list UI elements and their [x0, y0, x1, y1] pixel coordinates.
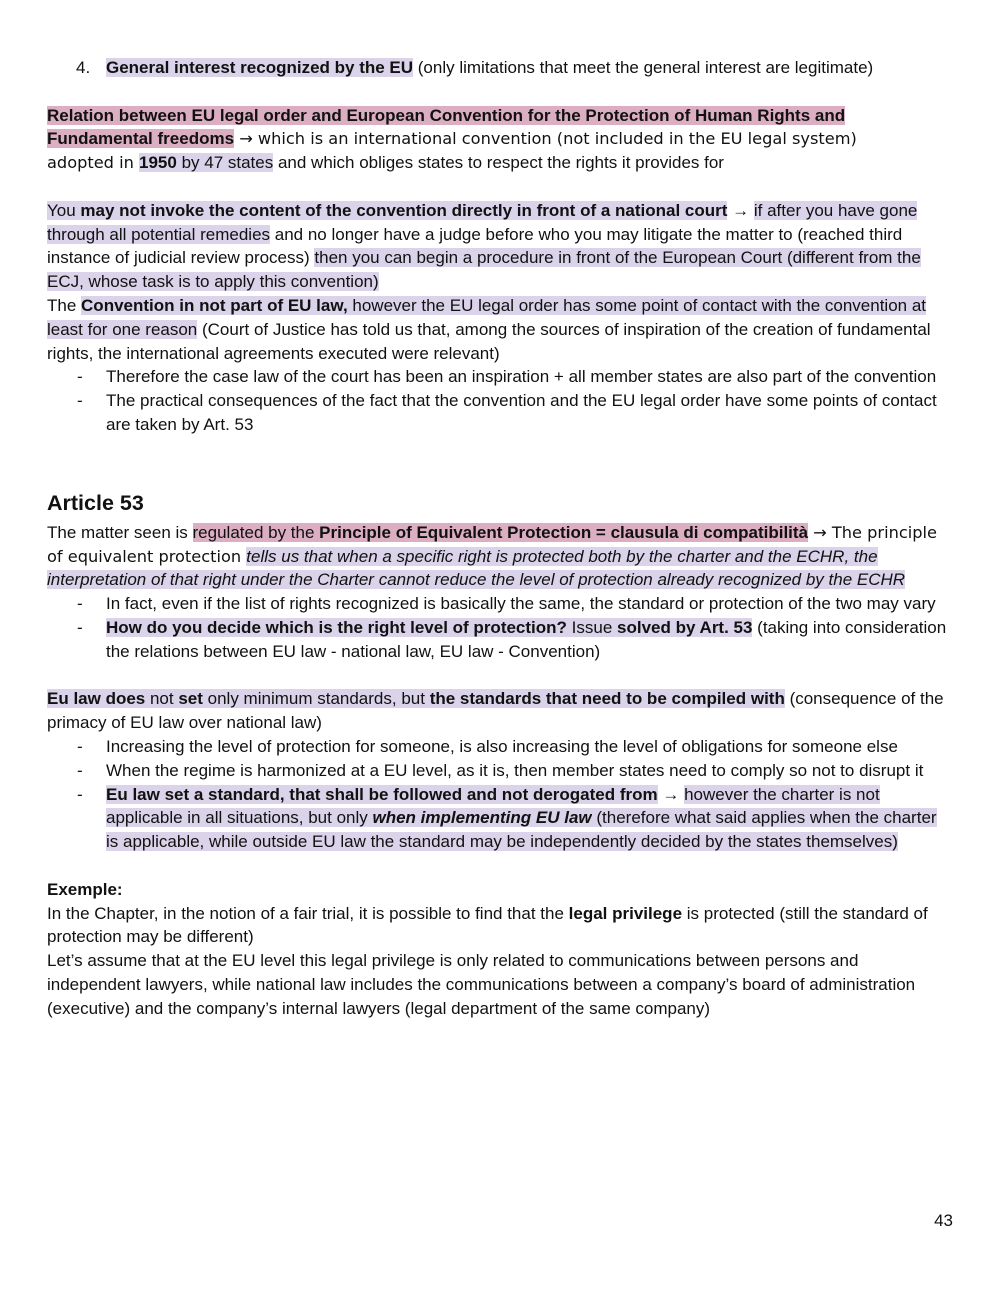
- relation-paragraph: [47, 104, 947, 175]
- text: (Court of Justice has told us that, among the sources of inspiration of the creation of fundamental rights, the international agreements executed were relevant): [47, 319, 931, 363]
- year: 1950: [139, 153, 177, 173]
- highlighted-italic: tells us that when a specific right is protected both by the charter and the ECHR, the interpretation of that right under the Charter cannot reduce the level of protection already recognized by the ECHR: [47, 546, 906, 590]
- highlighted-bold: Eu law set a standard, that shall be followed and not derogated from: [106, 784, 658, 804]
- list-number: 4.: [76, 58, 91, 77]
- highlighted-text: only minimum standards, but: [202, 689, 430, 709]
- highlighted-bold: Relation between EU legal order and European Convention for the Protection of Human Rights and: [47, 105, 846, 125]
- eulaw-bullets: [47, 735, 947, 854]
- text: In the Chapter, in the notion of a fair trial, it is possible to find that the: [47, 903, 569, 923]
- highlighted-text: You: [47, 200, 81, 220]
- example-label: [47, 878, 947, 902]
- list-item: [47, 783, 947, 854]
- page-number: 43: [934, 1211, 953, 1230]
- highlighted-bold: Principle of Equivalent Protection = clausula di compatibilità: [319, 522, 809, 542]
- bold-text: General interest recognized by the EU: [106, 58, 414, 77]
- text: The: [47, 295, 82, 315]
- highlighted-bold: How do you decide which is the right level of protection?: [106, 617, 567, 637]
- list-item: [47, 616, 947, 664]
- article53-paragraph: [47, 521, 947, 592]
- bold-label: Exemple:: [47, 879, 123, 899]
- highlighted-text: then you can begin a procedure in front of the European Court (different from the ECJ, whose task is to apply this convention): [47, 248, 921, 292]
- list-item: - Therefore the case law of the court has been an inspiration + all member states are also part of the convention: [47, 365, 947, 389]
- text: (taking into consideration the relations between EU law - national law, EU law - Convention): [106, 617, 947, 661]
- numbered-list: [47, 56, 947, 80]
- eulaw-paragraph: [47, 687, 947, 735]
- list-item: - In fact, even if the list of rights recognized is basically the same, the standard or protection of the two may vary: [47, 592, 947, 616]
- arrow: →: [657, 784, 685, 804]
- text: → The principle of equivalent protection: [47, 522, 937, 566]
- highlighted-bold: solved by Art. 53: [617, 617, 753, 637]
- highlighted-bold-italic: when implementing EU law: [372, 808, 592, 828]
- highlighted-bold: Eu law does: [47, 689, 146, 709]
- list-item: - When the regime is harmonized at a EU level, as it is, then member states need to comply so not to disrupt it: [47, 759, 947, 783]
- highlighted-text: Issue: [566, 617, 618, 637]
- highlighted-bold: may not invoke the content of the convention directly in front of a national court: [80, 200, 728, 220]
- text: → which is an international convention (not included in the EU legal system): [234, 129, 857, 149]
- example-paragraph-2: Let’s assume that at the EU level this legal privilege is only related to communications between persons and independent lawyers, while national law includes the communications between a company’s board of administration (executive) and the company’s internal lawyers (legal department of the same company): [47, 951, 916, 1018]
- highlighted-text: regulated by the: [192, 522, 320, 542]
- highlighted-bold: set: [178, 689, 203, 709]
- highlighted-text: not: [145, 689, 179, 709]
- convention-bullets: [47, 365, 947, 436]
- highlighted-bold: the standards that need to be compiled with: [429, 689, 785, 709]
- list-item: - The practical consequences of the fact that the convention and the EU legal order have some points of contact are taken by Art. 53: [47, 389, 947, 437]
- example-paragraph-1: [47, 902, 947, 950]
- highlighted-text: however the charter is not applicable in all situations, but only: [106, 784, 880, 828]
- text: The matter seen is: [47, 522, 193, 542]
- text: (consequence of the primacy of EU law over national law): [47, 689, 944, 733]
- text: adopted in: [47, 153, 140, 173]
- bold-text: legal privilege: [568, 903, 683, 923]
- text: is protected (still the standard of protection may be different): [47, 903, 928, 947]
- section-heading: Article 53: [47, 490, 144, 515]
- invoke-paragraph: [47, 199, 947, 294]
- convention-paragraph: [47, 294, 947, 365]
- highlighted-bold: Convention in not part of EU law,: [81, 295, 348, 315]
- highlighted-text: by 47 states: [176, 153, 274, 173]
- text: and which obliges states to respect the rights it provides for: [273, 153, 724, 173]
- document-page: [47, 56, 947, 1020]
- text: (only limitations that meet the general interest are legitimate): [413, 58, 874, 77]
- list-item: - Increasing the level of protection for someone, is also increasing the level of obligations for someone else: [47, 735, 947, 759]
- highlighted-bold: Fundamental freedoms: [47, 129, 235, 149]
- text: and no longer have a judge before who you may litigate the matter to (reached third instance of judicial review process): [47, 224, 903, 268]
- article53-bullets: [47, 592, 947, 663]
- list-item: [47, 56, 947, 80]
- highlighted-text: however the EU legal order has some point of contact with the convention at least for one reason: [47, 295, 927, 339]
- highlighted-text: (therefore what said applies when the charter is applicable, while outside EU law the standard may be independently decided by the states themselves): [106, 808, 937, 852]
- arrow: →: [727, 200, 754, 220]
- highlighted-text: if after you have gone through all potential remedies: [47, 200, 918, 244]
